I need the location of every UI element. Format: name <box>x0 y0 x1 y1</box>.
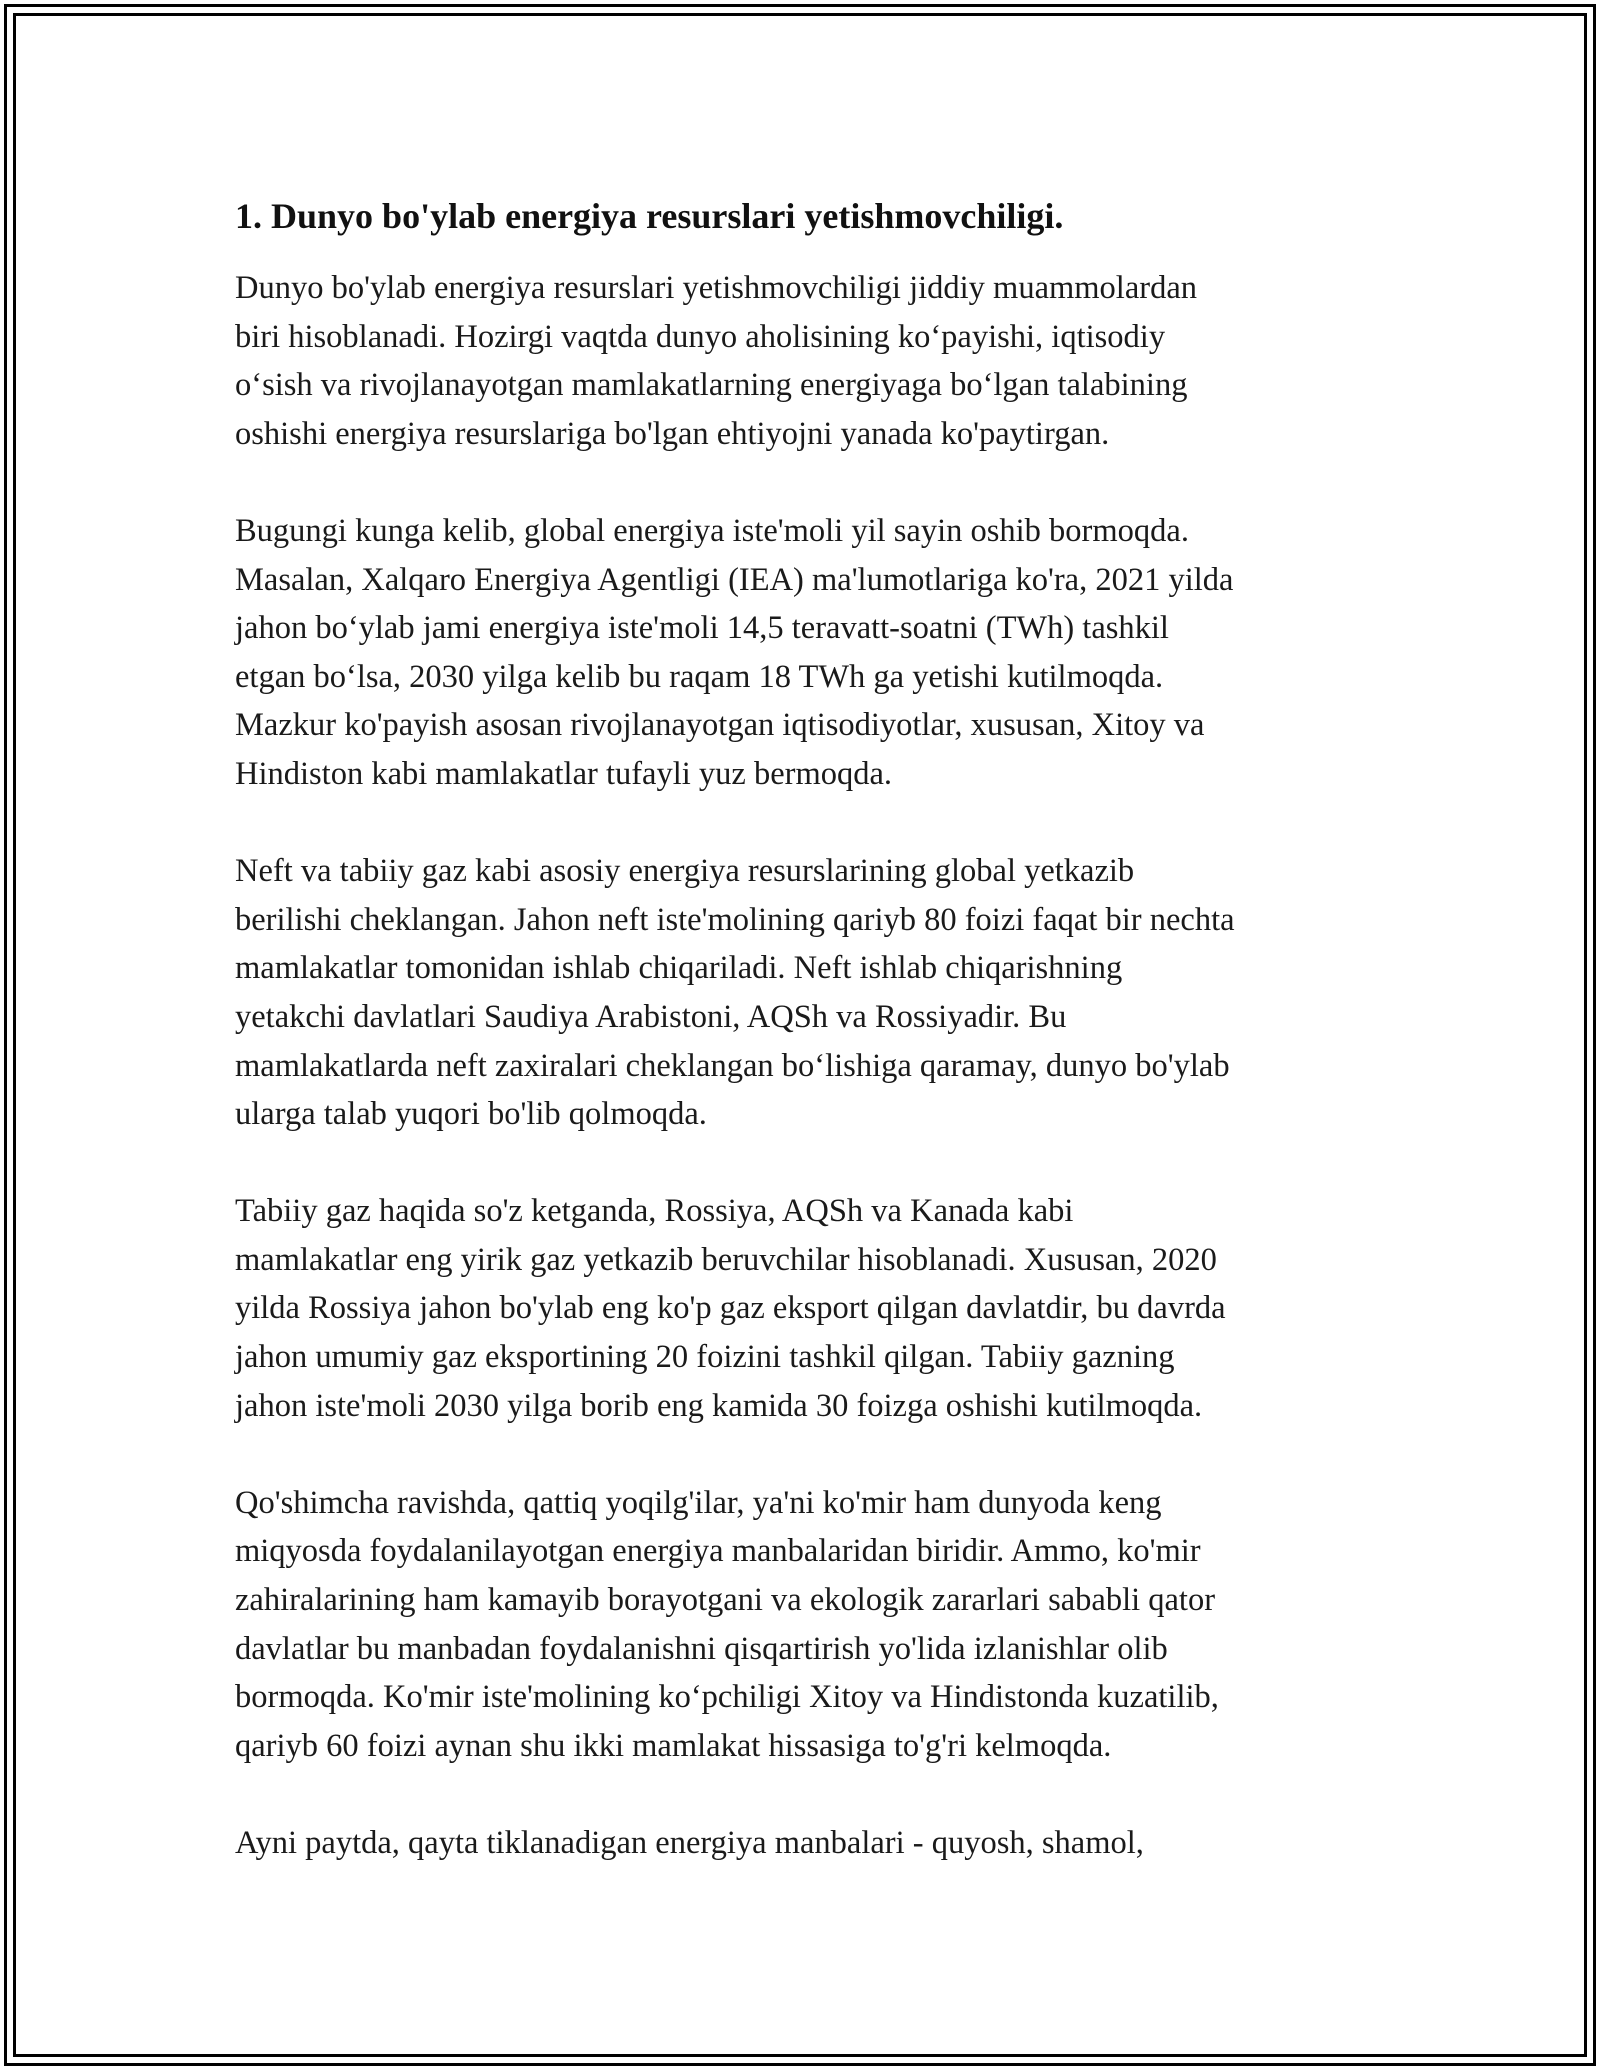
paragraph-2 <box>235 507 1385 799</box>
text-line: mamlakatlarda neft zaxiralari cheklangan bo‘lishiga qaramay, dunyo bo'ylab <box>235 1047 1230 1084</box>
text-line: jahon bo‘ylab jami energiya iste'moli 14,5 teravatt-soatni (TWh) tashkil <box>235 610 1169 647</box>
text-line: ularga talab yuqori bo'lib qolmoqda. <box>235 1096 707 1133</box>
section-heading: 1. Dunyo bo'ylab energiya resurslari yetishmovchiligi. <box>235 196 1064 236</box>
text-line: mamlakatlar eng yirik gaz yetkazib beruvchilar hisoblanadi. Xususan, 2020 <box>235 1241 1217 1278</box>
paragraph-5 <box>235 1479 1385 1771</box>
text-line: Masalan, Xalqaro Energiya Agentligi (IEA) ma'lumotlariga ko'ra, 2021 yilda <box>235 561 1234 598</box>
text-line: Hindiston kabi mamlakatlar tufayli yuz bermoqda. <box>235 755 893 792</box>
text-line: qariyb 60 foizi aynan shu ikki mamlakat hissasiga to'g'ri kelmoqda. <box>235 1727 1112 1764</box>
text-line: Dunyo bo'ylab energiya resurslari yetishmovchiligi jiddiy muammolardan <box>235 270 1198 306</box>
text-line: Bugungi kunga kelib, global energiya iste'moli yil sayin oshib bormoqda. <box>235 512 1189 549</box>
text-line: o‘sish va rivojlanayotgan mamlakatlarning energiyaga bo‘lgan talabining <box>235 367 1188 404</box>
text-line: oshishi energiya resurslariga bo'lgan ehtiyojni yanada ko'paytirgan. <box>235 415 1110 452</box>
paragraph-3 <box>235 847 1385 1139</box>
text-line: jahon umumiy gaz eksportining 20 foizini tashkil qilgan. Tabiiy gazning <box>235 1339 1175 1376</box>
paragraph-4 <box>235 1187 1385 1430</box>
paragraph-1 <box>235 264 1385 458</box>
text-line: davlatlar bu manbadan foydalanishni qisqartirish yo'lida izlanishlar olib <box>235 1630 1168 1667</box>
text-line: jahon iste'moli 2030 yilga borib eng kamida 30 foizga oshishi kutilmoqda. <box>235 1387 1203 1424</box>
text-line: mamlakatlar tomonidan ishlab chiqariladi. Neft ishlab chiqarishning <box>235 950 1123 987</box>
document-body <box>235 188 1385 1916</box>
text-line: bormoqda. Ko'mir iste'molining ko‘pchiligi Xitoy va Hindistonda kuzatilib, <box>235 1679 1219 1716</box>
text-line: yilda Rossiya jahon bo'ylab eng ko'p gaz eksport qilgan davlatdir, bu davrda <box>235 1290 1226 1327</box>
text-line: Qo'shimcha ravishda, qattiq yoqilg'ilar, ya'ni ko'mir ham dunyoda keng <box>235 1484 1162 1521</box>
text-line: yetakchi davlatlari Saudiya Arabistoni, AQSh va Rossiyadir. Bu <box>235 998 1067 1035</box>
text-line: biri hisoblanadi. Hozirgi vaqtda dunyo aholisining ko‘payishi, iqtisodiy <box>235 318 1166 355</box>
text-line: Neft va tabiiy gaz kabi asosiy energiya resurslarining global yetkazib <box>235 853 1135 890</box>
text-line: etgan bo‘lsa, 2030 yilga kelib bu raqam 18 TWh ga yetishi kutilmoqda. <box>235 658 1164 695</box>
text-line: zahiralarining ham kamayib borayotgani va ekologik zararlari sababli qator <box>235 1582 1216 1619</box>
paragraph-6 <box>235 1819 1385 1868</box>
text-line: Tabiiy gaz haqida so'z ketganda, Rossiya, AQSh va Kanada kabi <box>235 1193 1074 1230</box>
text-line: miqyosda foydalanilayotgan energiya manbalaridan biridir. Ammo, ko'mir <box>235 1533 1201 1570</box>
text-line: Mazkur ko'payish asosan rivojlanayotgan iqtisodiyotlar, xususan, Xitoy va <box>235 707 1205 744</box>
text-line: berilishi cheklangan. Jahon neft iste'molining qariyb 80 foizi faqat bir nechta <box>235 901 1235 938</box>
text-line: Ayni paytda, qayta tiklanadigan energiya manbalari - quyosh, shamol, <box>235 1825 1144 1861</box>
